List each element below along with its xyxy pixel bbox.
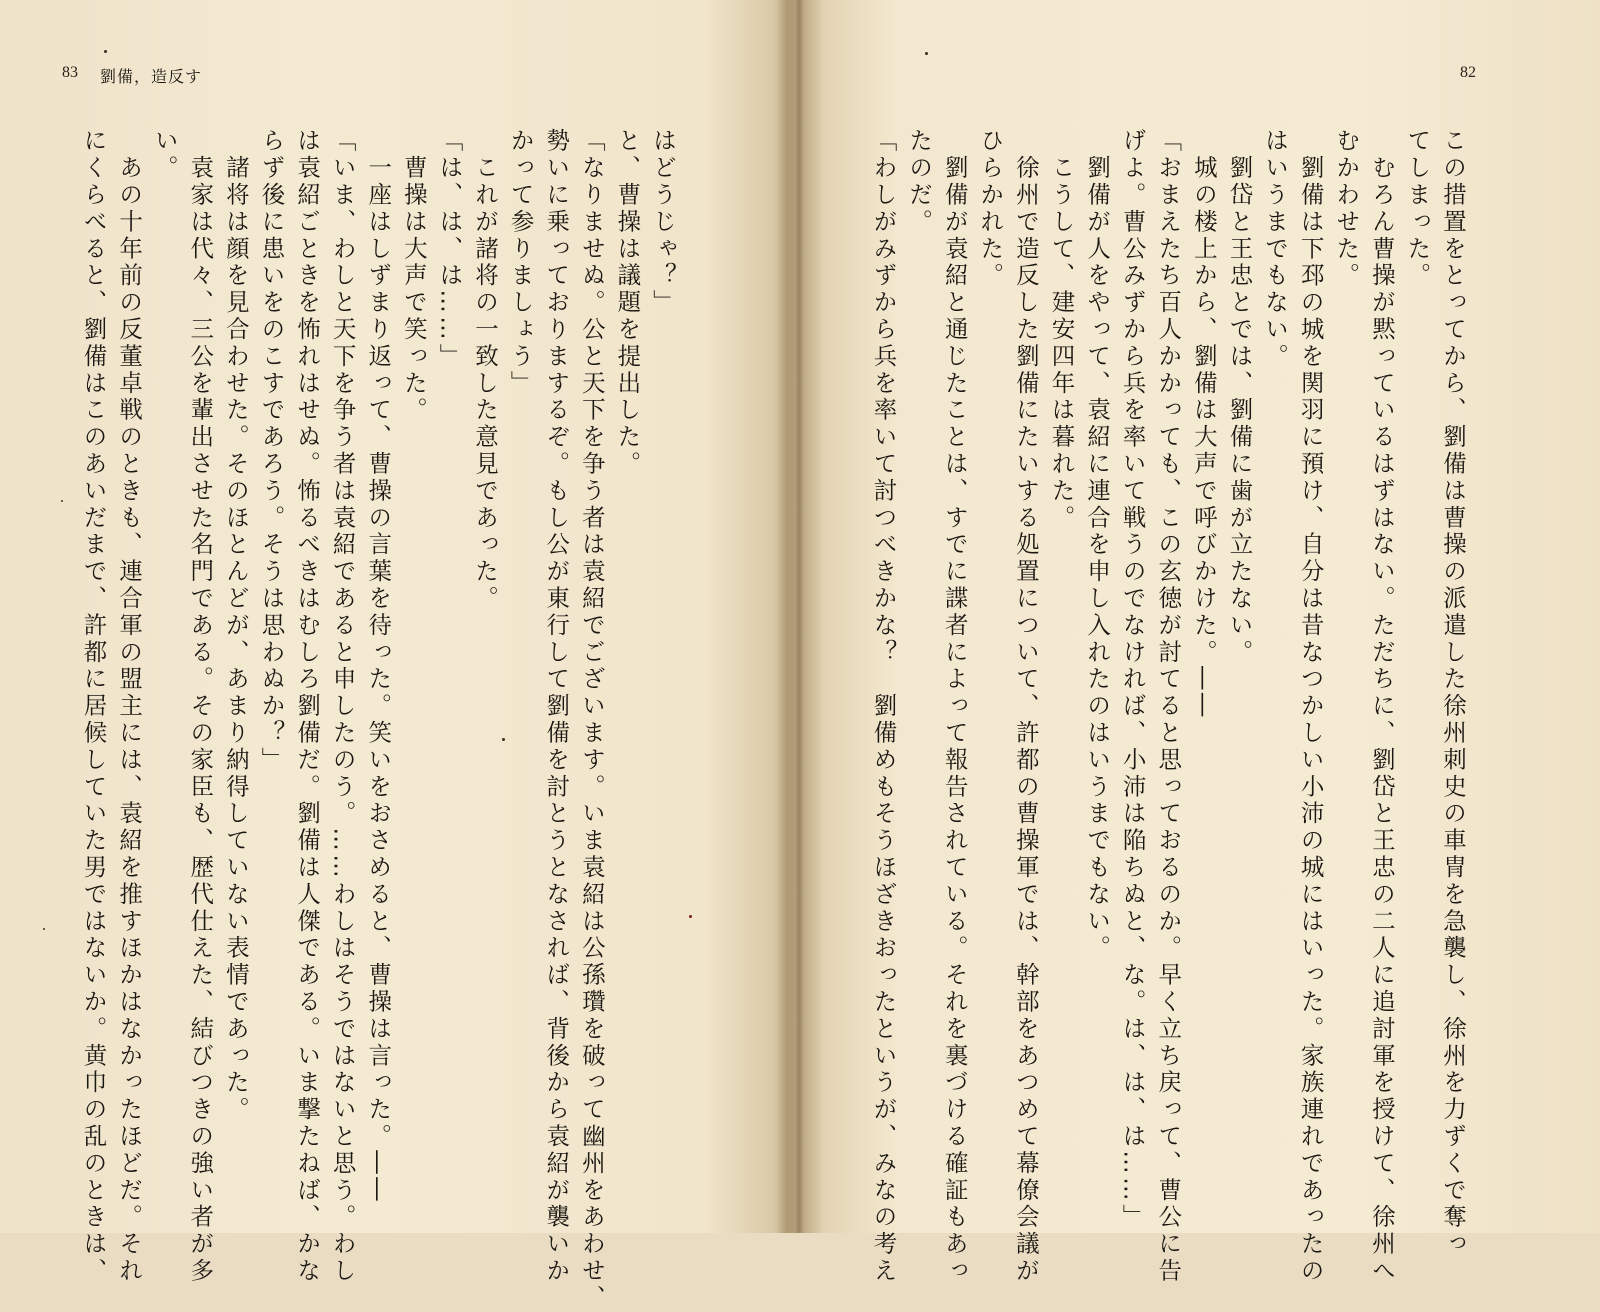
text-column: 諸将は顔を見合わせた。そのほとんどが、あまり納得していない表情であった。 bbox=[221, 128, 250, 1124]
text-column: らず後に患いをのこすであろう。そうは思わぬか？」 bbox=[257, 128, 286, 774]
text-column: これが諸将の一致した意見であった。 bbox=[471, 128, 500, 613]
text-column: むかわせた。 bbox=[1332, 128, 1361, 290]
text-column: げよ。曹公みずから兵を率いて戦うのでなければ、小沛は陥ちぬと、な。は、は、は……」 bbox=[1118, 128, 1147, 1231]
left-page-number: 83 bbox=[62, 64, 78, 81]
text-column: 勢いに乗っておりまするぞ。もし公が東行して劉備を討とうとなされば、背後から袁紹が襲いか bbox=[542, 128, 571, 1285]
text-column: い。 bbox=[150, 128, 179, 182]
text-column: 劉備が人をやって、袁紹に連合を申し入れたのはいうまでもない。 bbox=[1083, 128, 1112, 962]
text-column: と、曹操は議題を提出した。 bbox=[613, 128, 642, 478]
text-column: ひらかれた。 bbox=[976, 128, 1005, 290]
text-column: 「なりませぬ。公と天下を争う者は袁紹でございます。いま袁紹は公孫瓚を破って幽州をあわせ、 bbox=[577, 128, 606, 1312]
text-column: あの十年前の反董卓戦のときも、連合軍の盟主には、袁紹を推すほかはなかったほどだ。それ bbox=[115, 128, 144, 1285]
text-column: 城の楼上から、劉備は大声で呼びかけた。―― bbox=[1189, 128, 1218, 720]
text-column: 徐州で造反した劉備にたいする処置について、許都の曹操軍では、幹部をあつめて幕僚会議が bbox=[1011, 128, 1040, 1285]
ink-speck bbox=[925, 52, 928, 55]
ink-speck bbox=[502, 738, 505, 741]
text-column: 袁家は代々、三公を輩出させた名門である。その家臣も、歴代仕えた、結びつきの強い者が多 bbox=[186, 128, 215, 1285]
right-page-number: 82 bbox=[1460, 64, 1476, 81]
ink-speck bbox=[104, 50, 107, 53]
right-page-text bbox=[842, 128, 1470, 1285]
ink-speck bbox=[43, 928, 45, 930]
text-column: たのだ。 bbox=[905, 128, 934, 236]
text-column: 一座はしずまり返って、曹操の言葉を待った。笑いをおさめると、曹操は言った。―― bbox=[364, 128, 393, 1204]
left-page-text bbox=[79, 128, 680, 1312]
running-head: 劉備，造反す bbox=[100, 67, 203, 86]
text-column: 劉岱と王忠とでは、劉備に歯が立たない。 bbox=[1225, 128, 1254, 666]
text-column: 劉備は下邳の城を関羽に預け、自分は昔なつかしい小沛の城にはいった。家族連れであったの bbox=[1296, 128, 1325, 1285]
text-column: こうして、建安四年は暮れた。 bbox=[1047, 128, 1076, 532]
text-column: は袁紹ごときを怖れはせぬ。怖るべきはむしろ劉備だ。劉備は人傑である。いま撃たねば、かな bbox=[293, 128, 322, 1285]
text-column: 「いま、わしと天下を争う者は袁紹であると申したのう。……わしはそうではないと思う。わし bbox=[328, 128, 357, 1285]
text-column: むろん曹操が黙っているはずはない。ただちに、劉岱と王忠の二人に追討軍を授けて、徐州へ bbox=[1367, 128, 1396, 1285]
text-column: はいうまでもない。 bbox=[1261, 128, 1290, 371]
right-page bbox=[810, 0, 1600, 1285]
ink-speck bbox=[61, 500, 63, 502]
left-page bbox=[0, 0, 790, 1312]
text-column: かって参りましょう」 bbox=[506, 128, 535, 397]
text-column: はどうじゃ？」 bbox=[649, 128, 677, 317]
ink-speck bbox=[689, 915, 692, 918]
text-column: てしまった。 bbox=[1403, 128, 1432, 290]
text-column: 「わしがみずから兵を率いて討つべきかな？ 劉備めもそうほざきおったというが、みなの考え bbox=[869, 128, 898, 1285]
text-column: 劉備が袁紹と通じたことは、すでに諜者によって報告されている。それを裏づける確証もあっ bbox=[940, 128, 969, 1285]
text-column: この措置をとってから、劉備は曹操の派遣した徐州刺史の車冑を急襲し、徐州を力ずくで奪っ bbox=[1439, 128, 1467, 1258]
text-column: 曹操は大声で笑った。 bbox=[399, 128, 428, 424]
text-column: 「おまえたち百人かかっても、この玄徳が討てると思っておるのか。早く立ち戻って、曹公に告 bbox=[1154, 128, 1183, 1285]
text-column: にくらべると、劉備はこのあいだまで、許都に居候していた男ではないか。黄巾の乱のときは、 bbox=[79, 128, 108, 1285]
text-column: 「は、は、は……」 bbox=[435, 128, 464, 371]
